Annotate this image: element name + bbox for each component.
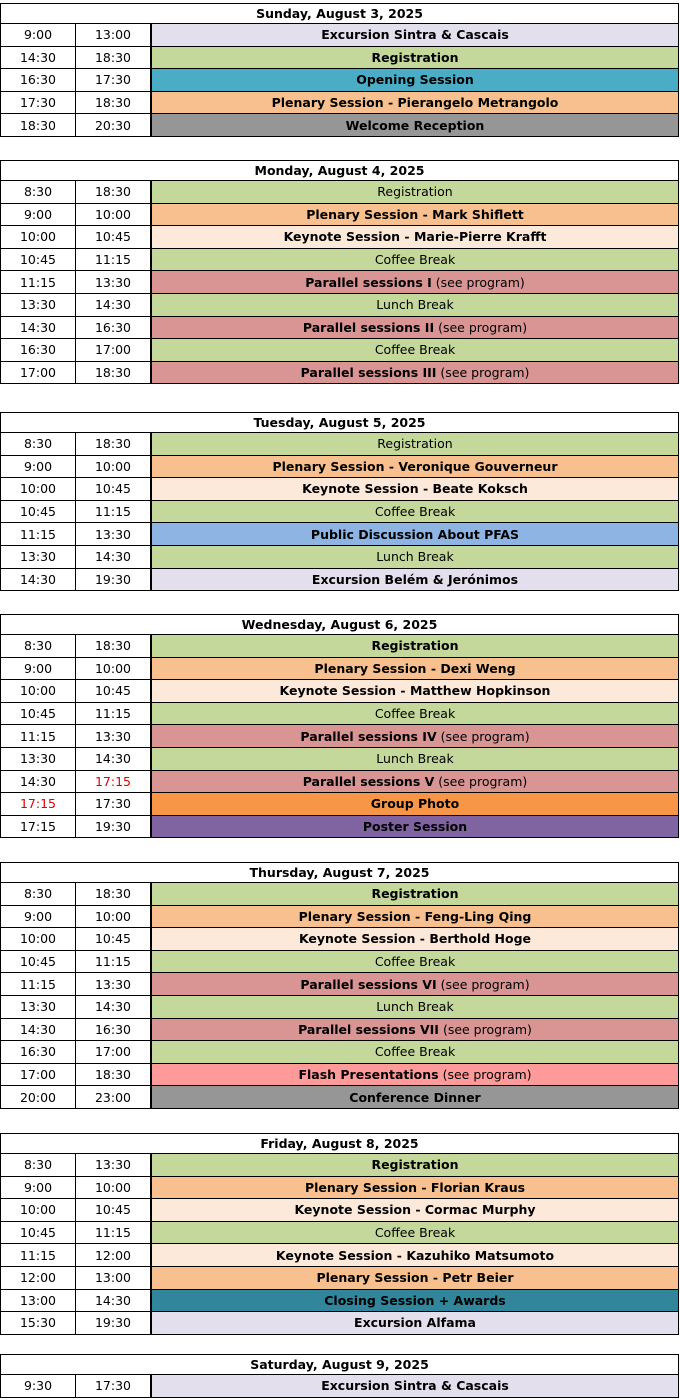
start-time: 13:30 [1,546,76,568]
schedule-row [0,433,679,456]
schedule-row [0,294,679,317]
session-title: Parallel sessions VII [298,1021,439,1037]
session-title: Keynote Session - Cormac Murphy [294,1202,536,1218]
schedule-row [0,928,679,951]
end-time: 20:30 [76,114,152,136]
day-header: Tuesday, August 5, 2025 [0,412,679,433]
session-cell [152,1375,678,1397]
end-time: 19:30 [76,569,152,591]
session-title: Lunch Break [376,751,454,767]
start-time: 16:30 [1,69,76,91]
session-title: Group Photo [370,796,460,812]
session-cell [152,1290,678,1312]
session-cell [152,1154,678,1176]
session-cell [152,181,678,203]
session-title: Plenary Session - Petr Beier [316,1270,514,1286]
end-time: 18:30 [76,181,152,203]
start-time: 11:15 [1,271,76,293]
day-table [0,160,679,384]
session-cell [152,1312,678,1334]
start-time: 12:00 [1,1267,76,1289]
session-cell [152,226,678,248]
session-title: Excursion Belém & Jerónimos [311,571,519,587]
schedule-row [0,226,679,249]
schedule-row [0,501,679,524]
session-cell [152,501,678,523]
schedule-row [0,1244,679,1267]
start-time: 11:15 [1,523,76,545]
session-note: (see program) [431,274,525,290]
schedule-row [0,24,679,47]
session-title: Welcome Reception [345,117,485,133]
start-time: 9:30 [1,1375,76,1397]
end-time: 10:00 [76,906,152,928]
start-time: 13:00 [1,1290,76,1312]
end-time: 11:15 [76,249,152,271]
schedule-row [0,478,679,501]
end-time: 17:00 [76,1041,152,1063]
session-title: Excursion Sintra & Cascais [321,1378,509,1394]
end-time: 18:30 [76,47,152,69]
end-time: 10:00 [76,456,152,478]
schedule-row [0,906,679,929]
start-time: 17:00 [1,362,76,384]
session-cell [152,339,678,361]
schedule-row [0,725,679,748]
session-cell [152,1244,678,1266]
session-cell [152,996,678,1018]
schedule-row [0,748,679,771]
end-time: 17:15 [76,771,152,793]
end-time: 19:30 [76,1312,152,1334]
session-cell [152,793,678,815]
start-time: 8:30 [1,433,76,455]
start-time: 10:00 [1,1199,76,1221]
session-title: Parallel sessions II [302,319,435,335]
end-time: 11:15 [76,703,152,725]
end-time: 13:30 [76,973,152,995]
end-time: 10:00 [76,658,152,680]
schedule-row [0,816,679,839]
session-cell [152,1086,678,1108]
start-time: 14:30 [1,47,76,69]
session-cell [152,1019,678,1041]
start-time: 20:00 [1,1086,76,1108]
session-title: Lunch Break [376,297,454,313]
session-cell [152,635,678,657]
session-note: (see program) [438,1067,532,1083]
schedule-row [0,680,679,703]
end-time: 13:30 [76,271,152,293]
end-time: 18:30 [76,433,152,455]
session-cell [152,748,678,770]
schedule-row [0,1041,679,1064]
start-time: 17:15 [1,816,76,838]
end-time: 10:45 [76,928,152,950]
schedule-row [0,973,679,996]
session-title: Coffee Break [374,342,456,358]
end-time: 12:00 [76,1244,152,1266]
session-title: Plenary Session - Dexi Weng [314,660,516,676]
schedule-row [0,339,679,362]
end-time: 14:30 [76,546,152,568]
end-time: 17:30 [76,793,152,815]
end-time: 17:00 [76,339,152,361]
start-time: 16:30 [1,339,76,361]
end-time: 13:30 [76,725,152,747]
session-title: Keynote Session - Berthold Hoge [298,931,532,947]
day-table [0,1133,679,1335]
start-time: 14:30 [1,771,76,793]
end-time: 18:30 [76,883,152,905]
session-cell [152,294,678,316]
schedule-row [0,1290,679,1313]
start-time: 18:30 [1,114,76,136]
session-title: Coffee Break [374,252,456,268]
end-time: 10:45 [76,478,152,500]
start-time: 15:30 [1,1312,76,1334]
end-time: 11:15 [76,951,152,973]
session-title: Plenary Session - Pierangelo Metrangolo [271,95,559,111]
end-time: 18:30 [76,635,152,657]
start-time: 8:30 [1,635,76,657]
day-table [0,1354,679,1398]
start-time: 10:00 [1,478,76,500]
end-time: 18:30 [76,92,152,114]
session-title: Keynote Session - Beate Koksch [302,481,528,497]
day-table [0,614,679,838]
schedule-row [0,1064,679,1087]
session-title: Coffee Break [374,1044,456,1060]
day-header: Sunday, August 3, 2025 [0,3,679,24]
schedule-row [0,703,679,726]
session-title: Registration [371,1157,459,1173]
schedule-row [0,114,679,137]
session-title: Public Discussion About PFAS [310,526,520,542]
session-cell [152,69,678,91]
session-title: Parallel sessions VI [300,976,437,992]
schedule-row [0,69,679,92]
end-time: 13:30 [76,1154,152,1176]
start-time: 17:30 [1,92,76,114]
session-cell [152,973,678,995]
session-title: Coffee Break [374,504,456,520]
session-note: (see program) [436,976,530,992]
session-cell [152,658,678,680]
start-time: 8:30 [1,181,76,203]
end-time: 11:15 [76,1222,152,1244]
session-title: Coffee Break [374,706,456,722]
session-cell [152,725,678,747]
end-time: 13:00 [76,24,152,46]
session-title: Excursion Alfama [354,1315,476,1331]
schedule-row [0,204,679,227]
session-title: Registration [371,49,459,65]
start-time: 9:00 [1,456,76,478]
session-cell [152,47,678,69]
schedule-row [0,996,679,1019]
session-title: Coffee Break [374,1225,456,1241]
start-time: 17:00 [1,1064,76,1086]
end-time: 14:30 [76,996,152,1018]
start-time: 10:45 [1,1222,76,1244]
day-header: Monday, August 4, 2025 [0,160,679,181]
session-title: Conference Dinner [349,1089,481,1105]
schedule-row [0,1375,679,1398]
session-cell [152,1199,678,1221]
session-title: Keynote Session - Matthew Hopkinson [279,683,551,699]
schedule-row [0,883,679,906]
end-time: 10:45 [76,680,152,702]
end-time: 10:45 [76,226,152,248]
schedule-row [0,317,679,340]
end-time: 11:15 [76,501,152,523]
end-time: 18:30 [76,1064,152,1086]
schedule-row [0,569,679,592]
start-time: 9:00 [1,204,76,226]
session-cell [152,249,678,271]
schedule-row [0,546,679,569]
session-title: Plenary Session - Feng-Ling Qing [298,908,532,924]
day-header: Saturday, August 9, 2025 [0,1354,679,1375]
day-header: Friday, August 8, 2025 [0,1133,679,1154]
session-cell [152,433,678,455]
session-cell [152,114,678,136]
session-cell [152,546,678,568]
start-time: 13:30 [1,748,76,770]
session-cell [152,317,678,339]
start-time: 13:30 [1,996,76,1018]
session-cell [152,1267,678,1289]
end-time: 18:30 [76,362,152,384]
session-cell [152,1177,678,1199]
schedule-row [0,1154,679,1177]
session-title: Registration [371,638,459,654]
session-title: Closing Session + Awards [324,1292,506,1308]
start-time: 14:30 [1,1019,76,1041]
start-time: 11:15 [1,725,76,747]
schedule-row [0,793,679,816]
session-title: Poster Session [362,819,468,835]
session-title: Parallel sessions IV [300,728,437,744]
schedule-row [0,635,679,658]
end-time: 16:30 [76,1019,152,1041]
start-time: 11:15 [1,1244,76,1266]
session-note: (see program) [434,319,528,335]
end-time: 10:00 [76,204,152,226]
session-note: (see program) [436,365,530,381]
session-title: Plenary Session - Mark Shiflett [306,206,524,222]
session-cell [152,204,678,226]
start-time: 17:15 [1,793,76,815]
session-cell [152,456,678,478]
session-title: Lunch Break [376,999,454,1015]
schedule-row [0,523,679,546]
session-title: Plenary Session - Veronique Gouverneur [272,458,558,474]
start-time: 13:30 [1,294,76,316]
end-time: 17:30 [76,1375,152,1397]
session-title: Keynote Session - Marie-Pierre Krafft [283,229,547,245]
end-time: 10:00 [76,1177,152,1199]
session-title: Keynote Session - Kazuhiko Matsumoto [275,1247,555,1263]
session-title: Opening Session [356,72,474,88]
schedule-row [0,1222,679,1245]
session-cell [152,1222,678,1244]
session-title: Flash Presentations [298,1067,439,1083]
end-time: 16:30 [76,317,152,339]
session-cell [152,703,678,725]
session-cell [152,569,678,591]
start-time: 10:45 [1,703,76,725]
end-time: 14:30 [76,1290,152,1312]
end-time: 14:30 [76,294,152,316]
session-cell [152,271,678,293]
schedule-row [0,1267,679,1290]
schedule-row [0,1177,679,1200]
start-time: 9:00 [1,658,76,680]
session-title: Registration [377,184,453,200]
start-time: 14:30 [1,569,76,591]
schedule-row [0,181,679,204]
end-time: 23:00 [76,1086,152,1108]
end-time: 10:45 [76,1199,152,1221]
session-cell [152,478,678,500]
schedule-row [0,92,679,115]
start-time: 10:45 [1,501,76,523]
schedule-row [0,249,679,272]
session-title: Registration [371,886,459,902]
schedule-row [0,47,679,70]
session-cell [152,1041,678,1063]
start-time: 9:00 [1,906,76,928]
start-time: 11:15 [1,973,76,995]
day-table [0,862,679,1109]
start-time: 9:00 [1,24,76,46]
start-time: 10:45 [1,951,76,973]
day-header: Thursday, August 7, 2025 [0,862,679,883]
end-time: 13:30 [76,523,152,545]
session-title: Excursion Sintra & Cascais [321,27,509,43]
session-title: Lunch Break [376,549,454,565]
session-title: Parallel sessions III [300,365,437,381]
schedule-row [0,1312,679,1335]
session-note: (see program) [438,1021,532,1037]
schedule-row [0,771,679,794]
start-time: 16:30 [1,1041,76,1063]
day-table [0,3,679,137]
session-title: Parallel sessions V [302,773,435,789]
schedule-row [0,456,679,479]
session-cell [152,523,678,545]
schedule-row [0,271,679,294]
day-table [0,412,679,591]
day-header: Wednesday, August 6, 2025 [0,614,679,635]
start-time: 10:45 [1,249,76,271]
session-title: Parallel sessions I [305,274,432,290]
end-time: 13:00 [76,1267,152,1289]
session-cell [152,816,678,838]
schedule-row [0,1086,679,1109]
session-cell [152,771,678,793]
start-time: 8:30 [1,883,76,905]
session-cell [152,951,678,973]
schedule-row [0,1199,679,1222]
session-cell [152,92,678,114]
end-time: 17:30 [76,69,152,91]
end-time: 19:30 [76,816,152,838]
start-time: 10:00 [1,680,76,702]
schedule-row [0,1019,679,1042]
session-title: Plenary Session - Florian Kraus [304,1179,526,1195]
session-title: Coffee Break [374,954,456,970]
schedule-row [0,951,679,974]
session-cell [152,24,678,46]
session-cell [152,906,678,928]
session-cell [152,1064,678,1086]
session-title: Registration [377,436,453,452]
schedule-row [0,658,679,681]
start-time: 14:30 [1,317,76,339]
start-time: 8:30 [1,1154,76,1176]
session-cell [152,883,678,905]
session-cell [152,928,678,950]
session-cell [152,362,678,384]
schedule-row [0,362,679,385]
start-time: 10:00 [1,226,76,248]
session-note: (see program) [434,773,528,789]
start-time: 10:00 [1,928,76,950]
end-time: 14:30 [76,748,152,770]
session-note: (see program) [436,728,530,744]
session-cell [152,680,678,702]
start-time: 9:00 [1,1177,76,1199]
